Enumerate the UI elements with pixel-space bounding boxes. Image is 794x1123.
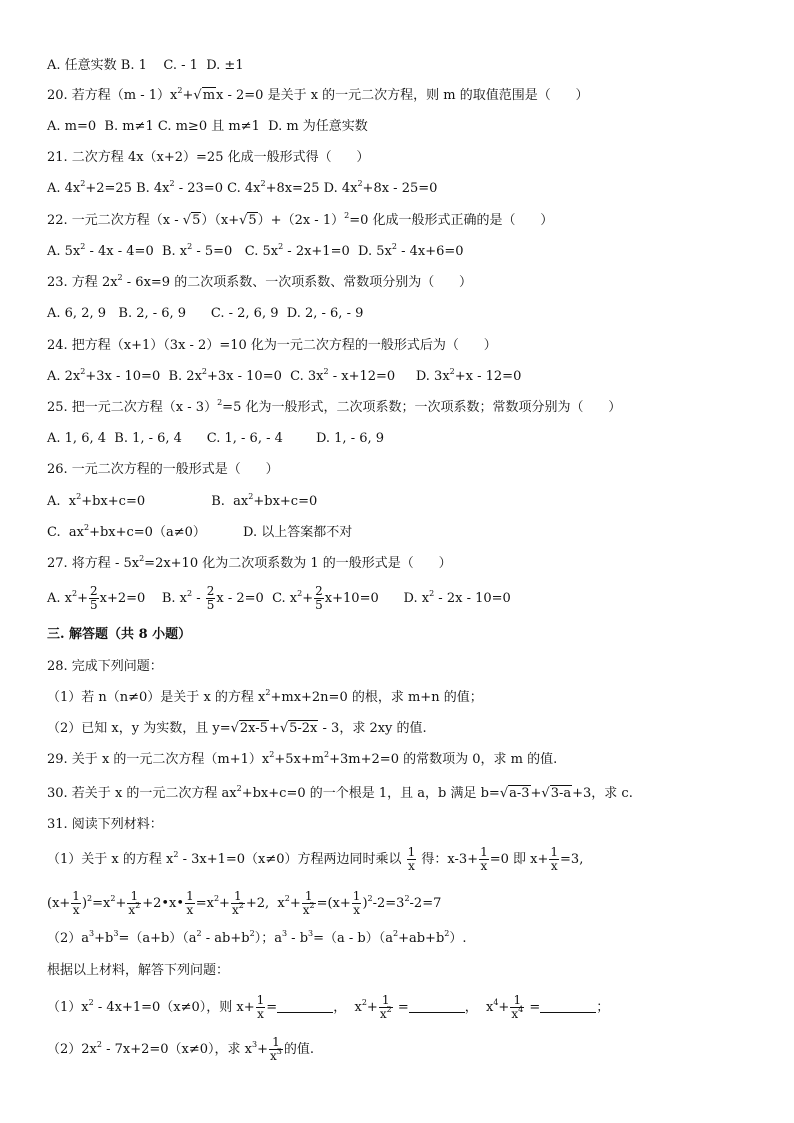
section-heading: 三. 解答题（共 8 小题） — [47, 627, 192, 642]
fraction: $\frac{1}{x}$ — [407, 845, 416, 873]
answer-blank[interactable] — [409, 1000, 465, 1013]
question-27: 27. 将方程 - $5x^2=2x+10$ 化为二次项系数为 1 的一般形式是（ ） — [47, 554, 452, 571]
fraction: $\frac{2}{5}$ — [315, 584, 323, 612]
fraction: $\frac{1}{x^2}$ — [128, 889, 141, 917]
fraction: $\frac{1}{x^2}$ — [379, 993, 392, 1021]
fraction: $\frac{1}{x}$ — [352, 889, 361, 917]
question-27-options: A. $x^2+$ $\frac{2}{5}$ x+2=0 B. $x^2$ - $\frac{2}{5}$ x - 2=0 C. $x^2+$ $\frac{2}{5}$ x+10=0 D. $x^2 - 2x - 10=0$ — [47, 584, 511, 612]
fraction: $\frac{1}{x}$ — [550, 845, 559, 873]
question-30: 30. 若关于 x 的一元二次方程 $ax^2+bx+c=0$ 的一个根是 1，且 a，b 满足 b=√a-3+√3-a+3，求 c. — [47, 784, 633, 801]
answer-blank[interactable] — [277, 1000, 333, 1013]
question-25: 25. 把一元二次方程（x - 3）$^2$=5 化为一般形式，二次项系数；一次项系数；常数项分别为（ ） — [47, 398, 622, 415]
question-21: 21. 二次方程 4x（x+2）=25 化成一般形式得（ ） — [47, 150, 370, 165]
fraction: $\frac{2}{5}$ — [89, 584, 98, 612]
question-23: 23. 方程 $2x^2 - 6x=9$ 的二次项系数、一次项系数、常数项分别为（ ） — [47, 273, 472, 290]
question-31-part-1: $(1)x^2 - 4x+1=0(x\ne 0)$，则 x+ $\frac{1}{x}$ = ， $x^2+$ $\frac{1}{x^2}$ = ， $x^4+$ $\frac{1}{x^4}$ = ； — [47, 993, 610, 1021]
question-28-part-1: （1）若 n（n≠0）是关于 x 的方程 $x^2+mx+2n=0$ 的根，求 m+n 的值； — [47, 688, 483, 705]
question-23-options: A. 6, 2, 9 B. 2, - 6, 9 C. - 2, 6, 9 D. 2, - 6, - 9 — [47, 306, 364, 321]
question-26-options-cd: C. $ax^2+bx+c=0(a\ne 0)$ D. 以上答案都不对 — [47, 523, 353, 540]
question-24: 24. 把方程（x+1）（3x - 2）=10 化为一元二次方程的一般形式后为（ ） — [47, 338, 497, 353]
question-31: 31. 阅读下列材料： — [47, 817, 163, 832]
fraction: $\frac{1}{x^2}$ — [231, 889, 244, 917]
fraction: $\frac{1}{x}$ — [186, 889, 194, 917]
fraction: $\frac{1}{x}$ — [480, 845, 488, 873]
question-22: 22. 一元二次方程（x - √5）（x+√5）+（2x - 1）$^2$=0 化成一般形式正确的是（ ） — [47, 211, 554, 228]
question-31-prompt: 根据以上材料，解答下列问题： — [47, 963, 230, 978]
question-29: 29. 关于 x 的一元二次方程$(m+1)x^2+5x+m^2+3m+2=0$ 的常数项为 0，求 m 的值. — [47, 750, 558, 767]
question-31-material-1b: (x+ $\frac{1}{x}$ )$^2=x^2+$ $\frac{1}{x^2}$ +2•x• $\frac{1}{x}$ $=x^2+$ $\frac{1}{x^2}$ +2, $x^2+$ $\frac{1}{x^2}$ =(x+ $\frac{1}{x}$ )$^2-2=3^2-2=7$ — [47, 889, 442, 917]
question-31-part-2: $(2)2x^2 - 7x+2=0(x\ne 0)$，求 $x^3+$ $\frac{1}{x^3}$ 的值. — [47, 1035, 315, 1063]
question-31-material-2: $(2)a^3+b^3=(a+b)(a^2 - ab+b^2)$；$a^3 - b^3=(a - b)(a^2+ab+b^2)$. — [47, 929, 467, 946]
question-28-part-2: （2）已知 x，y 为实数，且 y=√2x-5+√5-2x - 3，求 2xy 的值. — [47, 721, 427, 736]
question-20-options: A. m=0 B. m≠1 C. m≥0 且 m≠1 D. m 为任意实数 — [47, 119, 368, 134]
question-31-material-1a: （1）关于 x 的方程 $x^2 - 3x+1=0(x\ne 0)$方程两边同时乘以 $\frac{1}{x}$ 得：x-3+ $\frac{1}{x}$ =0 即 x+ $\frac{1}{x}$ =3, — [47, 845, 584, 873]
answer-blank[interactable] — [540, 1000, 596, 1013]
question-28: 28. 完成下列问题： — [47, 659, 163, 674]
fraction: $\frac{1}{x}$ — [72, 889, 80, 917]
q19-options: A. 任意实数 B. 1 C. - 1 D. ±1 — [47, 58, 244, 73]
question-24-options: A. $2x^2+3x - 10=0$ B. $2x^2+3x - 10=0$ C. $3x^2 - x+12=0$ D. $3x^2+x - 12=0$ — [47, 367, 522, 384]
question-22-options: A. $5x^2 - 4x - 4=0$ B. $x^2 - 5=0$ C. $5x^2 - 2x+1=0$ D. $5x^2 - 4x+6=0$ — [47, 242, 464, 259]
fraction: $\frac{1}{x^4}$ — [511, 993, 524, 1021]
question-26-options-ab: A. $x^2+bx+c=0$ B. $ax^2+bx+c=0$ — [47, 492, 318, 509]
question-25-options: A. 1, 6, 4 B. 1, - 6, 4 C. 1, - 6, - 4 D. 1, - 6, 9 — [47, 431, 385, 446]
fraction: $\frac{1}{x}$ — [256, 993, 265, 1021]
question-20: 20. 若方程$(m - 1)x^2+√mx - 2=0$ 是关于 x 的一元二次方程，则 m 的取值范围是（ ） — [47, 86, 589, 103]
fraction: $\frac{1}{x^3}$ — [270, 1035, 282, 1063]
question-21-options: A. $4x^2+2=25$ B. $4x^2 - 23=0$ C. $4x^2+8x=25$ D. $4x^2+8x - 25=0$ — [47, 179, 438, 196]
fraction: $\frac{1}{x^2}$ — [302, 889, 315, 917]
question-26: 26. 一元二次方程的一般形式是（ ） — [47, 462, 279, 477]
fraction: $\frac{2}{5}$ — [206, 584, 215, 612]
